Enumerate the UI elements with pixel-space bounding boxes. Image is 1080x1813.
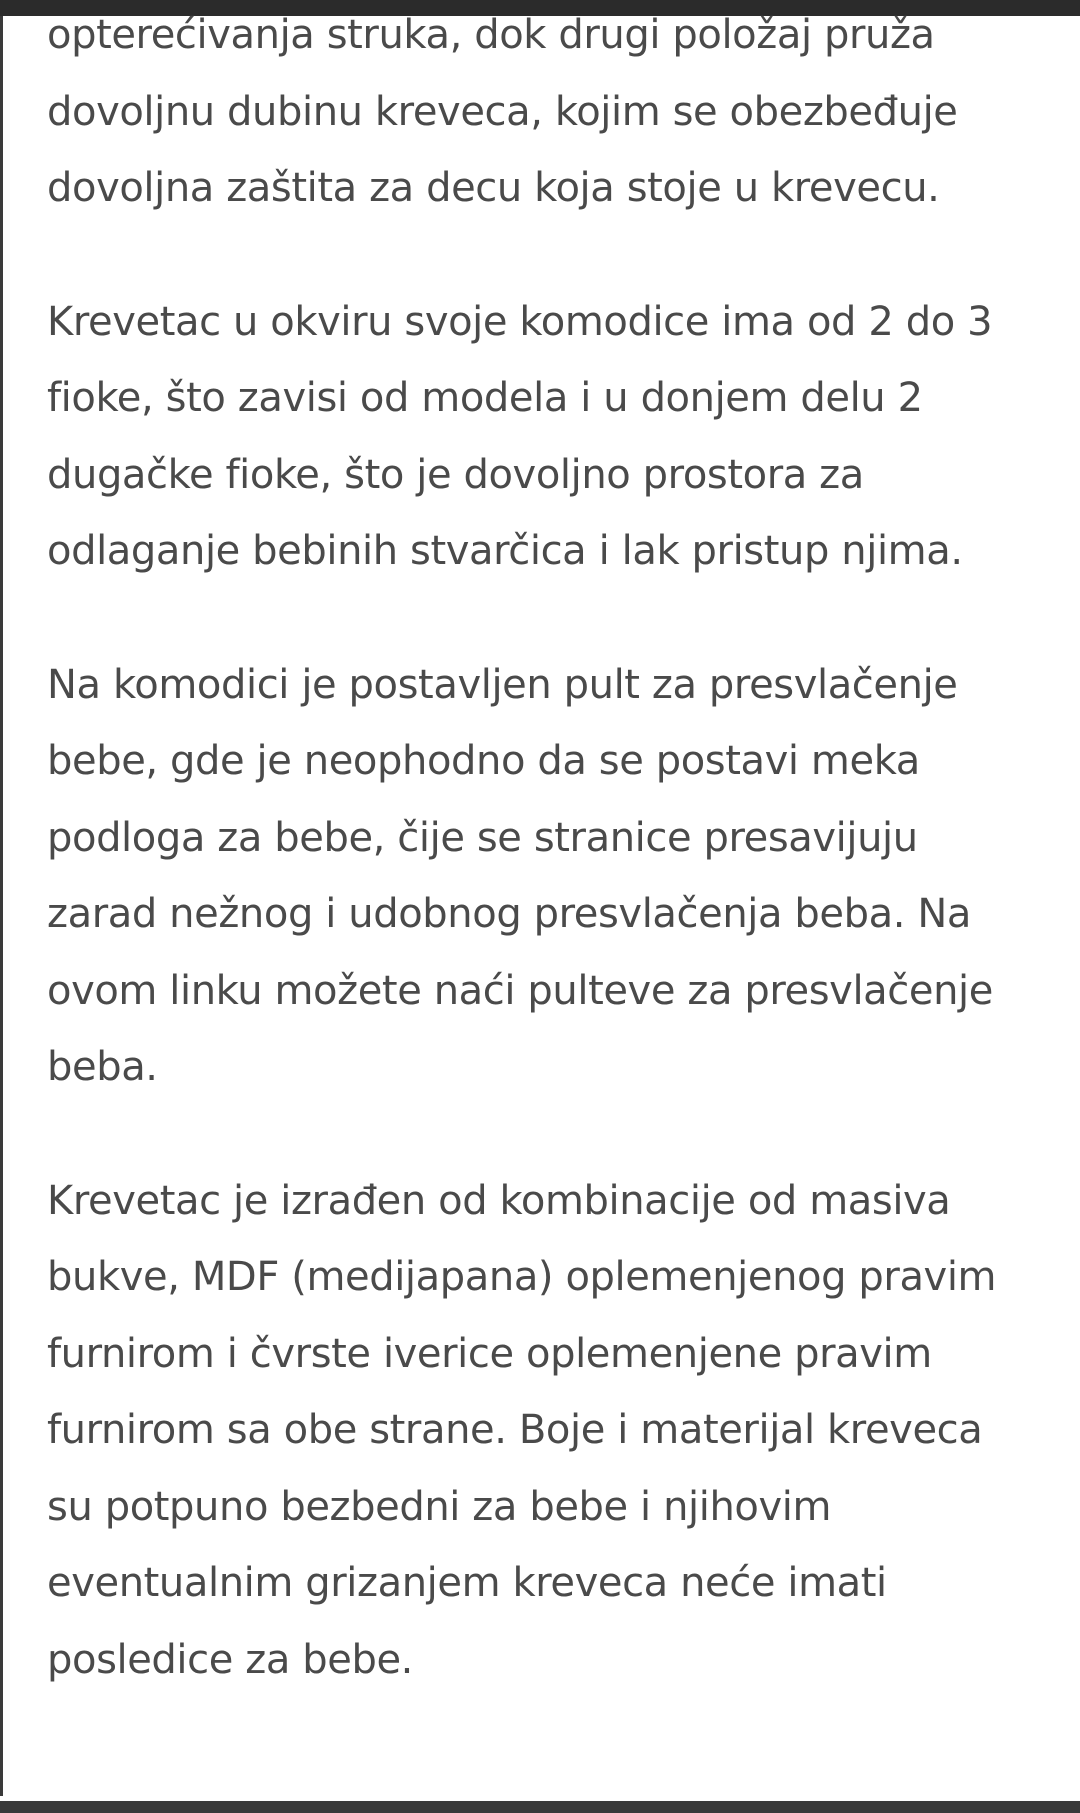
paragraph-line: Krevetac u okviru svoje komodice ima od 2 do 3	[47, 298, 993, 345]
paragraph-line: odlaganje bebinih stvarčica i lak pristup njima.	[47, 528, 963, 574]
paragraph-line: bebe, gde je neophodno da se postavi meka	[47, 738, 920, 784]
paragraph-line: su potpuno bezbedni za bebe i njihovim	[47, 1483, 832, 1530]
paragraph-line: dovoljnu dubinu kreveca, kojim se obezbeđuje	[47, 88, 958, 135]
paragraph-line: furnirom i čvrste iverice oplemenjene pravim	[47, 1330, 932, 1377]
paragraph-line: eventualnim grizanjem kreveca neće imati	[47, 1560, 887, 1606]
article-body	[47, 0, 1057, 1698]
paragraph-line: ovom linku možete naći pulteve za presvlačenje	[47, 967, 993, 1014]
article-paragraph-1	[47, 0, 1057, 227]
left-edge-border	[0, 16, 3, 1796]
article-paragraph-4	[47, 1163, 1057, 1699]
paragraph-line: beba.	[47, 1044, 158, 1090]
paragraph-line: opterećivanja struka, dok drugi položaj pruža	[47, 12, 935, 58]
paragraph-gap	[47, 590, 1057, 647]
paragraph-line: zarad nežnog i udobnog presvlačenja beba. Na	[47, 891, 971, 937]
paragraph-line: dugačke fioke, što je dovoljno prostora za	[47, 451, 864, 498]
paragraph-line: fioke, što zavisi od modela i u donjem delu 2	[47, 375, 923, 421]
bottom-navigation-bar	[0, 1801, 1080, 1813]
paragraph-line: Na komodici je postavljen pult za presvlačenje	[47, 661, 958, 708]
paragraph-gap	[47, 227, 1057, 284]
paragraph-line: dovoljna zaštita za decu koja stoje u krevecu.	[47, 165, 940, 211]
paragraph-line: bukve, MDF (medijapana) oplemenjenog pravim	[47, 1254, 997, 1300]
paragraph-line: furnirom sa obe strane. Boje i materijal kreveca	[47, 1407, 983, 1453]
article-paragraph-3	[47, 647, 1057, 1106]
paragraph-gap	[47, 1106, 1057, 1163]
paragraph-line: Krevetac je izrađen od kombinacije od masiva	[47, 1177, 951, 1224]
paragraph-line: podloga za bebe, čije se stranice presavijuju	[47, 814, 918, 861]
paragraph-line: posledice za bebe.	[47, 1636, 413, 1683]
article-paragraph-2	[47, 284, 1057, 590]
